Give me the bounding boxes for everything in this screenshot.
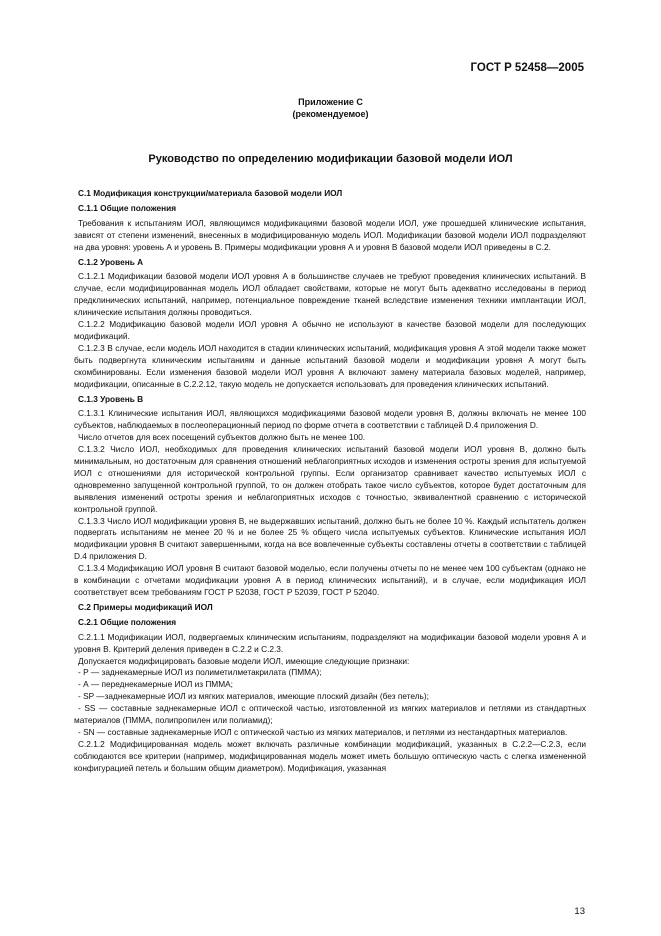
section-heading: С.1.2 Уровень А [78, 256, 144, 267]
paragraph: С.1.2.2 Модификацию базовой модели ИОЛ уровня А обычно не используют в качестве базовой модели для последующих модификаций. [74, 319, 586, 341]
section-heading: С.1 Модификация конструкции/материала базовой модели ИОЛ [78, 188, 343, 198]
section-heading: С.2 Примеры модификаций ИОЛ [78, 601, 213, 612]
section-heading: С.1.3 Уровень В [78, 393, 144, 404]
paragraph: - SN — составные заднекамерные ИОЛ с оптической частью из мягких материалов, и петлями из нестандартных материалов. [78, 726, 568, 737]
annex-title: Приложение С [298, 97, 363, 107]
paragraph: С.2.1.2 Модифицированная модель может включать различные комбинации модификаций, указанных в С.2.2—С.2.3, если соблюдаются все критерии (например, модифицированная модель может иметь большую оптическую часть с слегка измененной конфигурацией петель и большим общим диаметром). Модификация, указанная [74, 738, 586, 773]
section-heading: С.2.1 Общие положения [78, 616, 177, 627]
paragraph: С.1.3.4 Модификацию ИОЛ уровня В считают базовой моделью, если получены отчеты по не менее чем 100 субъектам (однако не в комбинации с отчетами модификации уровня А в период клинических испытаний), и в случае, если модификация ИОЛ соответствует всем требованиям ГОСТ Р 52038, ГОСТ Р 52039, ГОСТ Р 52040. [74, 563, 586, 597]
document-title: Руководство по определению модификации базовой модели ИОЛ [148, 153, 513, 165]
standard-number: ГОСТ Р 52458—2005 [470, 62, 584, 74]
page-number: 13 [574, 906, 585, 917]
section-heading: С.1.1 Общие положения [78, 202, 177, 213]
paragraph: Допускается модифицировать базовые модели ИОЛ, имеющие следующие признаки: [78, 655, 410, 666]
annex-status: (рекомендуемое) [292, 109, 369, 119]
paragraph: - SP —заднекамерные ИОЛ из мягких материалов, имеющие плоский дизайн (без петель); [78, 691, 429, 702]
document-body [74, 185, 586, 775]
annex-heading [0, 96, 661, 120]
paragraph: С.1.2.3 В случае, если модель ИОЛ находится в стадии клинических испытаний, модификация уровня А этой модели также может быть подвергнута клиническим испытаниям и данные испытаний базовой модели и модификации уровня А могут быть скомбинированы. Если изменения базовой модели ИОЛ уровня А включают замену материала базовых моделей, например, модификации, описанные в С.2.2.12, такую модель не допускается использовать для проведения клинических испытаний. [74, 342, 586, 389]
paragraph: С.2.1.1 Модификации ИОЛ, подвергаемых клиническим испытаниям, подразделяют на модификации базовой модели уровня А и уровня В. Критерий деления приведен в С.2.2 и С.2.3. [74, 631, 586, 654]
paragraph: Число отчетов для всех посещений субъектов должно быть не менее 100. [78, 432, 366, 443]
paragraph: - SS — составные заднекамерные ИОЛ с оптической частью, изготовленной из мягких материалов и петлями из стандартных материалов (ПММА, полипропилен или полиамид); [74, 703, 586, 726]
paragraph: С.1.3.1 Клинические испытания ИОЛ, являющихся модификациями базовой модели уровня В, должны включать не менее 100 субъектов, наблюдаемых в послеоперационный период по форме отчета в соответствии с таблицей D.4 приложения D. [74, 408, 586, 431]
paragraph: - Р — заднекамерные ИОЛ из полиметилметакрилата (ПММА); [78, 667, 322, 678]
paragraph: С.1.3.3 Число ИОЛ модификации уровня В, не выдержавших испытаний, должно быть не более 10 %. Каждый испытатель должен подвергать испытаниям не менее 20 % и не более 25 % общего числа испытуемых субъектов. Клинические испытания ИОЛ модификации уровня В считают завершенными, когда на все вовлеченные субъекты составлены отчеты в соответствии с таблицей D.4 приложения D. [74, 515, 586, 562]
paragraph: - А — переднекамерные ИОЛ из ПММА; [78, 679, 233, 690]
paragraph: С.1.3.2 Число ИОЛ, необходимых для проведения клинических испытаний базовой модели ИОЛ уровня В, должно быть минимальным, но достаточным для сравнения отношений неблагоприятных исходов и изменения остроты зрения для испытуемой ИОЛ с отношениями для исторической контрольной группы. Если организатор сравнивает качество испытуемых ИОЛ с одновременно запущенной контрольной группой, то он должен отобрать такое число субъектов, которое будет достаточным для выявления изменений остроты зрения и неблагоприятных исходов с точностью, эквивалентной сравнению с исторической контрольной группой. [74, 444, 586, 514]
paragraph: Требования к испытаниям ИОЛ, являющимся модификациями базовой модели ИОЛ, уже прошедшей клинические испытания, зависят от степени изменений, внесенных в модифицированную модель ИОЛ. Модификации базовой модели ИОЛ подразделяют на два уровня: уровень А и уровень В. Примеры модификации уровня А и уровня В базовой модели ИОЛ приведены в С.2. [74, 217, 586, 252]
paragraph: С.1.2.1 Модификации базовой модели ИОЛ уровня А в большинстве случаев не требуют проведения клинических испытаний. В случае, если модифицированная модель ИОЛ обладает свойствами, которые не могут быть адекватно исследованы в период предклинических испытаний, например, потенциальное повреждение тканей вследствие изменения техники имплантации ИОЛ, клинические испытания должны проводиться. [74, 271, 586, 318]
